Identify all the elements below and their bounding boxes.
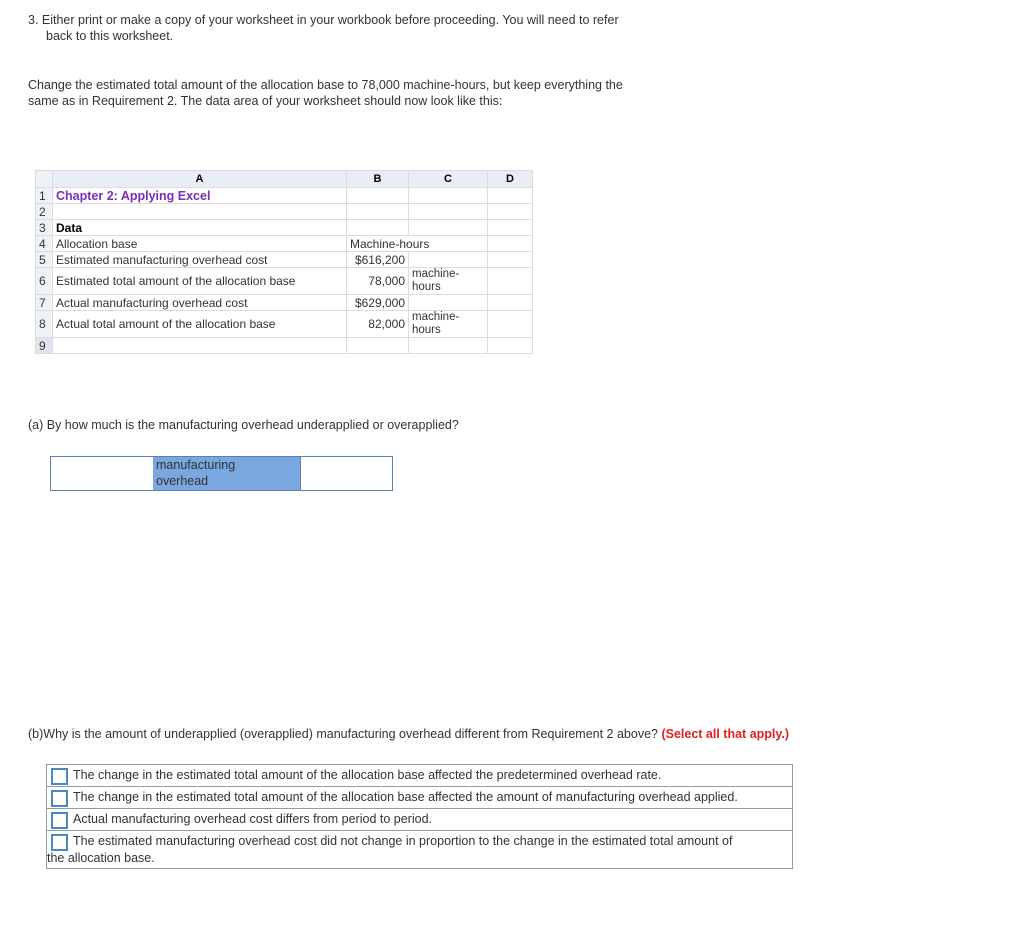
option-label: The change in the estimated total amount of the allocation base affected the amount of manufacturing overhead applied. [73,790,738,804]
option-row[interactable] [47,831,792,868]
unit-line-2: hours [412,324,441,336]
cell-d5 [488,252,533,268]
option-row[interactable] [47,765,792,787]
change-line-2: same as in Requirement 2. The data area of your worksheet should now look like this: [28,94,503,108]
cell-c6 [409,268,488,295]
unit-line-1: machine- [412,268,460,280]
column-header-c: C [409,171,488,188]
option-label-continued: the allocation base. [47,851,155,865]
cell-c1 [409,188,488,204]
cell-a2 [53,204,347,220]
cell-b5: $616,200 [347,252,409,268]
step-3-line-1: 3. Either print or make a copy of your worksheet in your workbook before proceeding. You will need to refer [28,13,619,27]
cell-b7: $629,000 [347,295,409,311]
column-header-a: A [53,171,347,188]
cell-a6: Estimated total amount of the allocation base [53,268,347,295]
label-line-1: manufacturing [156,458,236,472]
unit-line-1: machine- [412,311,460,323]
select-all-hint: (Select all that apply.) [661,727,790,741]
sheet-row [36,295,533,311]
data-heading-cell: Data [53,220,347,236]
unit-line-2: hours [412,281,441,293]
cell-d9 [488,338,533,354]
sheet-row [36,311,533,338]
question-b [28,727,789,741]
question-b-text: (b)Why is the amount of underapplied (overapplied) manufacturing overhead different from Requirement 2 above? [28,727,662,741]
sheet-row [36,252,533,268]
underapplied-overapplied-select[interactable] [301,457,392,490]
option-label: The change in the estimated total amount of the allocation base affected the predetermined overhead rate. [73,768,662,782]
label-cell [153,457,301,490]
cell-a5: Estimated manufacturing overhead cost [53,252,347,268]
cell-a7: Actual manufacturing overhead cost [53,295,347,311]
question-a-text: (a) By how much is the manufacturing overhead underapplied or overapplied? [28,418,459,432]
cell-b3 [347,220,409,236]
options-list [46,764,793,869]
row-number: 6 [36,268,53,295]
change-line-1: Change the estimated total amount of the allocation base to 78,000 machine-hours, but keep everything the [28,78,623,92]
column-header-b: B [347,171,409,188]
row-number: 3 [36,220,53,236]
sheet-row [36,338,533,354]
option-label: The estimated manufacturing overhead cost did not change in proportion to the change in the estimated total amount of [73,834,733,848]
sheet-title-cell: Chapter 2: Applying Excel [53,188,347,204]
answer-row-a [50,456,393,491]
cell-d7 [488,295,533,311]
sheet-row [36,204,533,220]
row-number: 4 [36,236,53,252]
cell-c2 [409,204,488,220]
cell-b1 [347,188,409,204]
cell-c5 [409,252,488,268]
row-number: 2 [36,204,53,220]
amount-input[interactable] [51,457,154,490]
column-header-row [36,171,533,188]
sheet-row [36,220,533,236]
cell-d2 [488,204,533,220]
sheet-row [36,188,533,204]
column-header-d: D [488,171,533,188]
row-number: 9 [36,338,53,354]
cell-b4: Machine-hours [347,236,488,252]
cell-c3 [409,220,488,236]
corner-cell [36,171,53,188]
change-instruction [28,77,623,109]
row-number: 8 [36,311,53,338]
worksheet-table [35,170,533,354]
checkbox[interactable] [51,768,68,785]
cell-c7 [409,295,488,311]
label-line-2: overhead [156,474,209,488]
option-row[interactable] [47,787,792,809]
sheet-row [36,236,533,252]
checkbox[interactable] [51,790,68,807]
cell-d1 [488,188,533,204]
cell-c8 [409,311,488,338]
cell-d8 [488,311,533,338]
cell-a9 [53,338,347,354]
cell-a4: Allocation base [53,236,347,252]
cell-d4 [488,236,533,252]
option-row[interactable] [47,809,792,831]
checkbox[interactable] [51,812,68,829]
cell-d3 [488,220,533,236]
cell-a8: Actual total amount of the allocation base [53,311,347,338]
row-number: 5 [36,252,53,268]
cell-d6 [488,268,533,295]
cell-b9 [347,338,409,354]
cell-b6: 78,000 [347,268,409,295]
option-label: Actual manufacturing overhead cost differs from period to period. [73,812,432,826]
cell-c9 [409,338,488,354]
step-3-line-2: back to this worksheet. [46,29,174,43]
sheet-row [36,268,533,295]
row-number: 1 [36,188,53,204]
cell-b8: 82,000 [347,311,409,338]
step-3-instruction [28,12,619,44]
row-number: 7 [36,295,53,311]
checkbox[interactable] [51,834,68,851]
cell-b2 [347,204,409,220]
